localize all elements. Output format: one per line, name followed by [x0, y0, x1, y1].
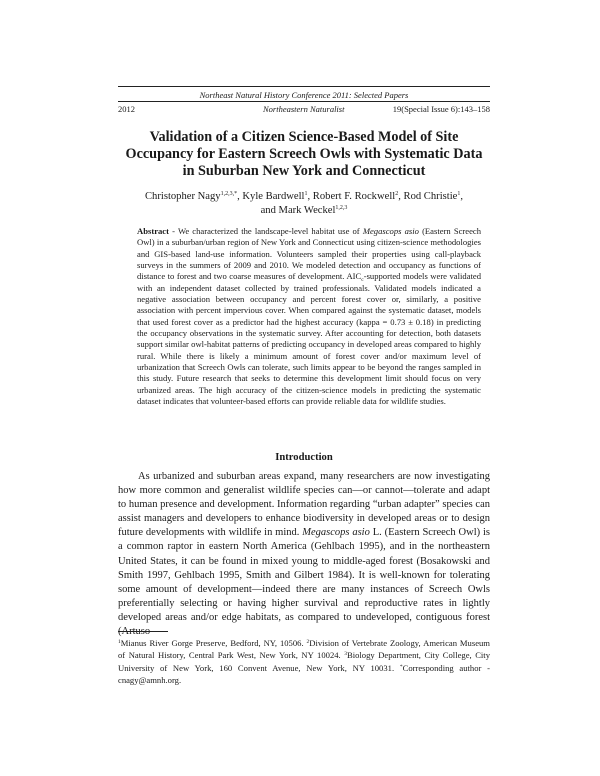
affiliations-footnote: $^1$Mianus River Gorge Preserve, Bedford, NY, 10506. $^2$Division of Vertebrate Zoology, American Museum of Natural History, Central Park West, New York, NY 10024. $^3$Biology Department, City College, City University of New York, 160 Convent Avenue, New York, NY 10031. *Corresponding author - cnagy@amnh.org. — [118, 638, 490, 686]
author: Kyle Bardwell$^1$, — [242, 191, 313, 202]
author: Rod Christie$^1$, — [403, 191, 464, 202]
header-journal: Northeastern Naturalist — [263, 104, 345, 114]
header-middle-rule — [118, 101, 490, 102]
paragraph: As urbanized and suburban areas expand, many researchers are now investigating how more common and generalist wildlife species can—or cannot—tolerate and adapt to human presence and development. Information regarding “urban adapter” species can assist managers and developers to enhance biodiversity in developed areas or to design future developments with wildlife in mind. Megascops asio L. (Eastern Screech Owl) is a common raptor in eastern North America (Gehlbach 1995), and in the northeastern United States, it can be found in mixed young to middle-aged forest (Bosakowski and Smith 1997, Gehlbach 1995, Smith and Gilbert 1984). It is well-known for tolerating some amount of development—indeed there are many instances of Screech Owls preferentially selecting or having higher survival and reproductive rates in lightly developed areas and/or edge habitats, as compared to undeveloped, contiguous forest — [118, 471, 490, 623]
conference-header: Northeast Natural History Conference 2011: Selected Papers — [199, 90, 409, 100]
author: and Mark Weckel$^{1,2,3}$ — [260, 205, 348, 216]
header-top-rule — [118, 86, 490, 87]
species-name: Megascops asio — [362, 226, 419, 236]
section-heading-introduction: Introduction — [275, 452, 333, 463]
abstract-label: Abstract — [137, 226, 169, 236]
author-list — [118, 190, 490, 218]
journal-page — [118, 0, 490, 776]
footnote-rule — [118, 631, 168, 632]
abstract: Abstract - We characterized the landscape-level habitat use of Megascops asio (Eastern Screech Owl) in a suburban/urban region of New York and Connecticut using citizen-science methodologies and GIS-based land-use information. Volunteers sampled their properties using call-playback surveys in the summers of 2009 and 2010. We modeled detection and occupancy as functions of distance to forest and two coarse measures of development. $AIC_c$-supported models were validated with an independent dataset collected by trained professionals. Validated models indicated a negative association between occupancy and percent forest cover or, similarly, a positive association with percent impervious cover. When compared against the systematic dataset, models that used forest cover as a predictor had the highest accuracy (kappa = 0.73 ± 0.18) in predicting the occupancy observations in the systematic survey. After accounting for detection, both datasets support similar owl-habitat patterns of predicting occupancy in developed areas compared to highly rural. While there is likely a minimum amount of forest cover and/or maximum level of urbanization that Screech Owls can tolerate, such limits appear to be beyond the ranges sampled in this study. Future research that seeks to determine this development limit should focus on very urbanized areas. The high accuracy of the citizen-science models in predicting the systematic dataset indicates that volunteer-based efforts can provide reliable data for wildlife studies. — [137, 226, 482, 407]
header-issue: 19(Special Issue 6):143–158 — [392, 104, 490, 114]
author: Christopher Nagy$^{1,2,3,*}$, — [144, 191, 243, 202]
article-title: Validation of a Citizen Science-Based Model of Site Occupancy for Eastern Screech Owls with Systematic Data in Suburban New York and Connecticut — [125, 129, 483, 179]
introduction-body — [118, 470, 490, 639]
author: Robert F. Rockwell$^2$, — [312, 191, 404, 202]
running-header — [118, 104, 490, 116]
header-year: 2012 — [118, 104, 135, 114]
species-name: Megascops asio — [302, 527, 370, 539]
